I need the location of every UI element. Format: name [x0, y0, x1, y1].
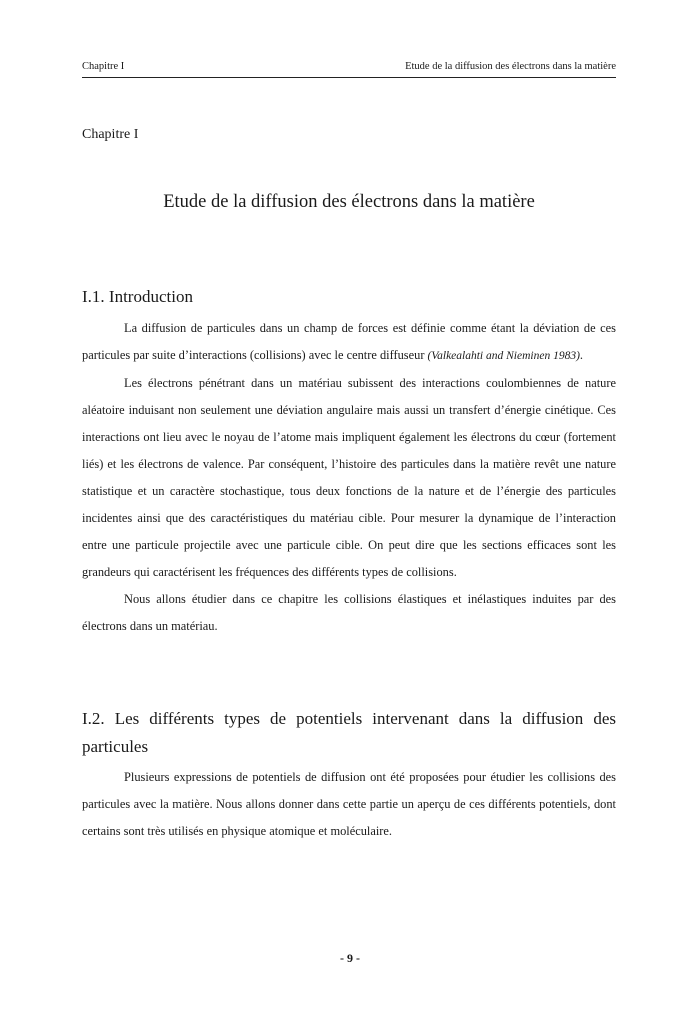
citation: (Valkealahti and Nieminen 1983) — [427, 350, 580, 362]
paragraph-end: . — [579, 348, 584, 362]
section-heading-introduction: I.1. Introduction — [82, 287, 193, 306]
section-heading-potentials: I.2. Les différents types de potentiels intervenant dans la diffusion des particules — [82, 709, 616, 756]
header-divider — [82, 77, 616, 78]
paragraph — [82, 315, 616, 370]
paragraph: Nous allons étudier dans ce chapitre les collisions élastiques et inélastiques induites par des électrons dans un matériau. — [82, 592, 616, 633]
chapter-label: Chapitre I — [82, 127, 139, 142]
paragraph-text: La diffusion de particules dans un champ de forces est définie comme étant la déviation de ces particules par suite d’interactions (collisions) avec le centre diffuseur — [82, 321, 616, 362]
paragraph: Les électrons pénétrant dans un matériau subissent des interactions coulombiennes de nature aléatoire induisant non seulement une déviation angulaire mais aussi un transfert d’énergie cinétique. Ces interactions ont lieu avec le noyau de l’atome mais impliquent également les électrons du cœur (fortement liés) et les électrons de valence. Par conséquent, l’histoire des particules dans la matière revêt une nature statistique et un caractère stochastique, tous deux fonctions de la nature et de l’énergie des particules incidentes ainsi que des caractéristiques du matériau cible. Pour mesurer la dynamique de l’interaction entre une particule projectile avec une particule cible. On peut dire que les sections efficaces sont les grandeurs qui caractérisent les fréquences des différents types de collisions. — [82, 376, 616, 579]
introduction-body — [82, 315, 616, 640]
potentials-body — [82, 764, 616, 845]
header-title: Etude de la diffusion des électrons dans la matière — [405, 61, 616, 72]
chapter-title: Etude de la diffusion des électrons dans la matière — [163, 192, 535, 212]
paragraph: Plusieurs expressions de potentiels de diffusion ont été proposées pour étudier les collisions des particules avec la matière. Nous allons donner dans cette partie un aperçu de ces différents potentiels, dont certains sont très utilisés en physique atomique et moléculaire. — [82, 770, 616, 838]
header-chapter: Chapitre I — [82, 61, 125, 72]
running-header — [82, 61, 616, 77]
page-number: - 9 - — [340, 951, 360, 965]
